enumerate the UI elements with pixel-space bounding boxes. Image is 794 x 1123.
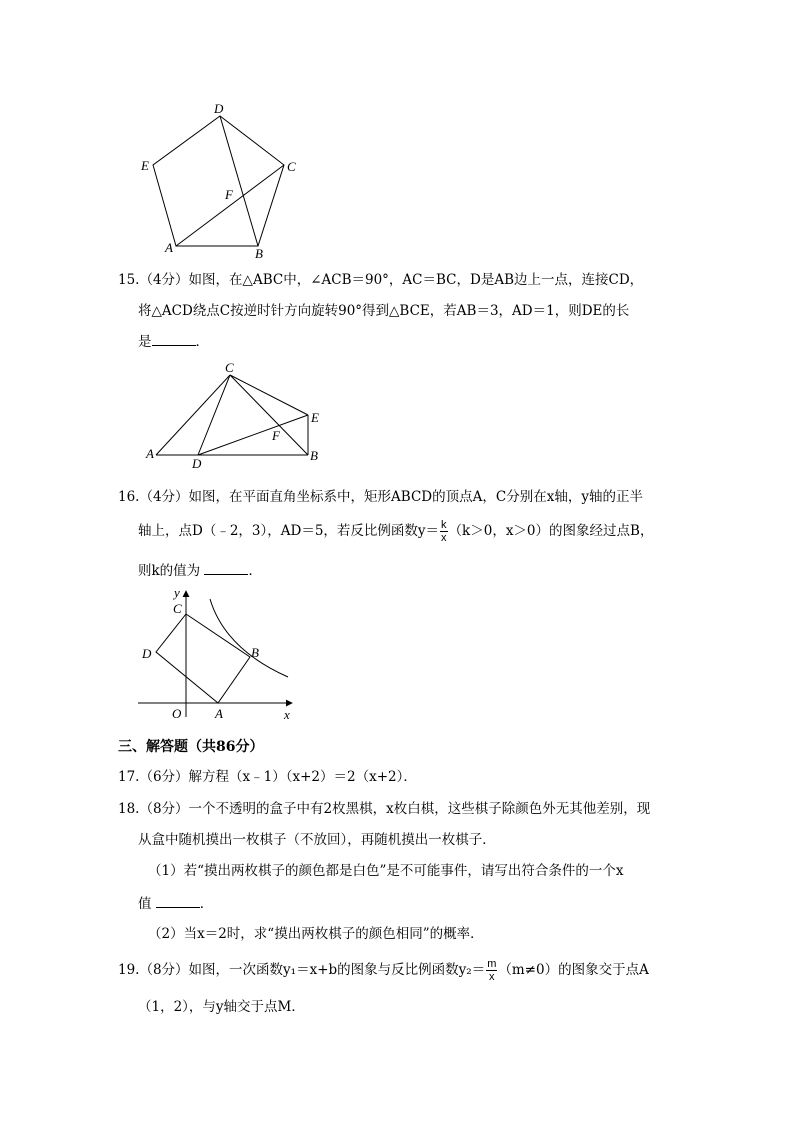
label-c: C bbox=[225, 360, 234, 375]
label-a: A bbox=[165, 240, 173, 255]
section-heading: 三、解答题（共86分） bbox=[118, 739, 264, 755]
q18-line2: 从盒中随机摸出一枚棋子（不放回），再随机摸出一枚棋子． bbox=[138, 832, 496, 848]
q16-line1: 16.（4分）如图，在平面直角坐标系中，矩形ABCD的顶点A，C分别在x轴，y轴的正半 bbox=[118, 489, 643, 505]
label-f: F bbox=[272, 428, 280, 443]
fraction-denominator: x bbox=[489, 971, 495, 983]
label-e: E bbox=[141, 158, 149, 173]
q16-line3 bbox=[138, 560, 262, 581]
label-y: y bbox=[174, 585, 180, 600]
q18-sub1-line2-post: ． bbox=[199, 896, 214, 912]
segment-cd bbox=[198, 375, 230, 455]
q18-answer-blank[interactable] bbox=[156, 893, 200, 908]
segment-ac bbox=[156, 375, 230, 455]
q18-sub1-line1: （1）若“摸出两枚棋子的颜色都是白色”是不可能事件，请写出符合条件的一个x bbox=[148, 863, 624, 879]
label-x: x bbox=[284, 707, 290, 722]
fraction-k-over-x bbox=[440, 519, 448, 544]
q16-line2 bbox=[138, 519, 653, 544]
fraction-numerator: k bbox=[441, 519, 447, 531]
q18-sub1-line2 bbox=[138, 893, 213, 914]
label-b: B bbox=[310, 448, 318, 463]
q19-line1-pre: 19.（8分）如图，一次函数y₁＝x+b的图象与反比例函数y₂＝ bbox=[118, 962, 486, 978]
label-d: D bbox=[214, 101, 224, 116]
diagonal-ac bbox=[176, 165, 284, 246]
q19-line1-post: （m≠0）的图象交于点A bbox=[498, 962, 649, 978]
q16-line2-post: （k＞0，x＞0）的图象经过点B， bbox=[448, 523, 654, 539]
q16-line3-post: ． bbox=[248, 563, 262, 579]
q19-line2: （1，2），与y轴交于点M． bbox=[138, 999, 305, 1015]
segment-cb bbox=[230, 375, 308, 455]
triangle-rotation-figure bbox=[140, 360, 330, 470]
q15-line1: 15.（4分）如图，在△ABC中，∠ACB＝90°，AC＝BC，D是AB边上一点，连接CD， bbox=[118, 272, 644, 288]
fraction-numerator: m bbox=[487, 958, 497, 970]
q15-line3 bbox=[138, 331, 209, 352]
q15-line2: 将△ACD绕点C按逆时针方向旋转90°得到△BCE，若AB＝3，AD＝1，则DE的长 bbox=[138, 303, 630, 319]
q19-line1 bbox=[118, 958, 649, 983]
pentagon-figure bbox=[135, 95, 315, 260]
segment-ce bbox=[230, 375, 308, 415]
label-a: A bbox=[146, 446, 154, 461]
coordinate-figure bbox=[130, 585, 305, 725]
rectangle-abcd bbox=[156, 614, 250, 703]
label-e: E bbox=[311, 410, 319, 425]
label-c: C bbox=[287, 159, 296, 174]
q15-line3-post: ． bbox=[195, 334, 209, 350]
fraction-denominator: x bbox=[441, 532, 447, 544]
label-o: O bbox=[172, 706, 182, 721]
label-d: D bbox=[142, 646, 152, 661]
q16-line3-pre: 则k的值为 bbox=[138, 563, 201, 579]
label-a: A bbox=[215, 706, 223, 721]
q17: 17.（6分）解方程（x﹣1）（x+2）＝2（x+2）． bbox=[118, 769, 417, 785]
label-c: C bbox=[173, 601, 182, 616]
q18-sub1-line2-pre: 值 bbox=[138, 896, 152, 912]
q15-line3-pre: 是 bbox=[138, 334, 152, 350]
q16-answer-blank[interactable] bbox=[204, 560, 248, 575]
q15-answer-blank[interactable] bbox=[152, 331, 196, 346]
label-f: F bbox=[225, 187, 233, 202]
diagonal-db bbox=[220, 116, 258, 246]
label-d: D bbox=[192, 456, 202, 470]
q18-sub2: （2）当x＝2时，求“摸出两枚棋子的颜色相同”的概率． bbox=[148, 926, 484, 942]
label-b: B bbox=[255, 246, 263, 260]
pentagon-outline bbox=[153, 116, 284, 246]
q18-line1: 18.（8分）一个不透明的盒子中有2枚黑棋，x枚白棋，这些棋子除颜色外无其他差别，现 bbox=[118, 801, 651, 817]
segment-de bbox=[198, 415, 308, 455]
q16-line2-pre: 轴上，点D（﹣2，3），AD＝5，若反比例函数y＝ bbox=[138, 523, 440, 539]
fraction-m-over-x bbox=[486, 958, 497, 983]
label-b: B bbox=[251, 645, 259, 660]
